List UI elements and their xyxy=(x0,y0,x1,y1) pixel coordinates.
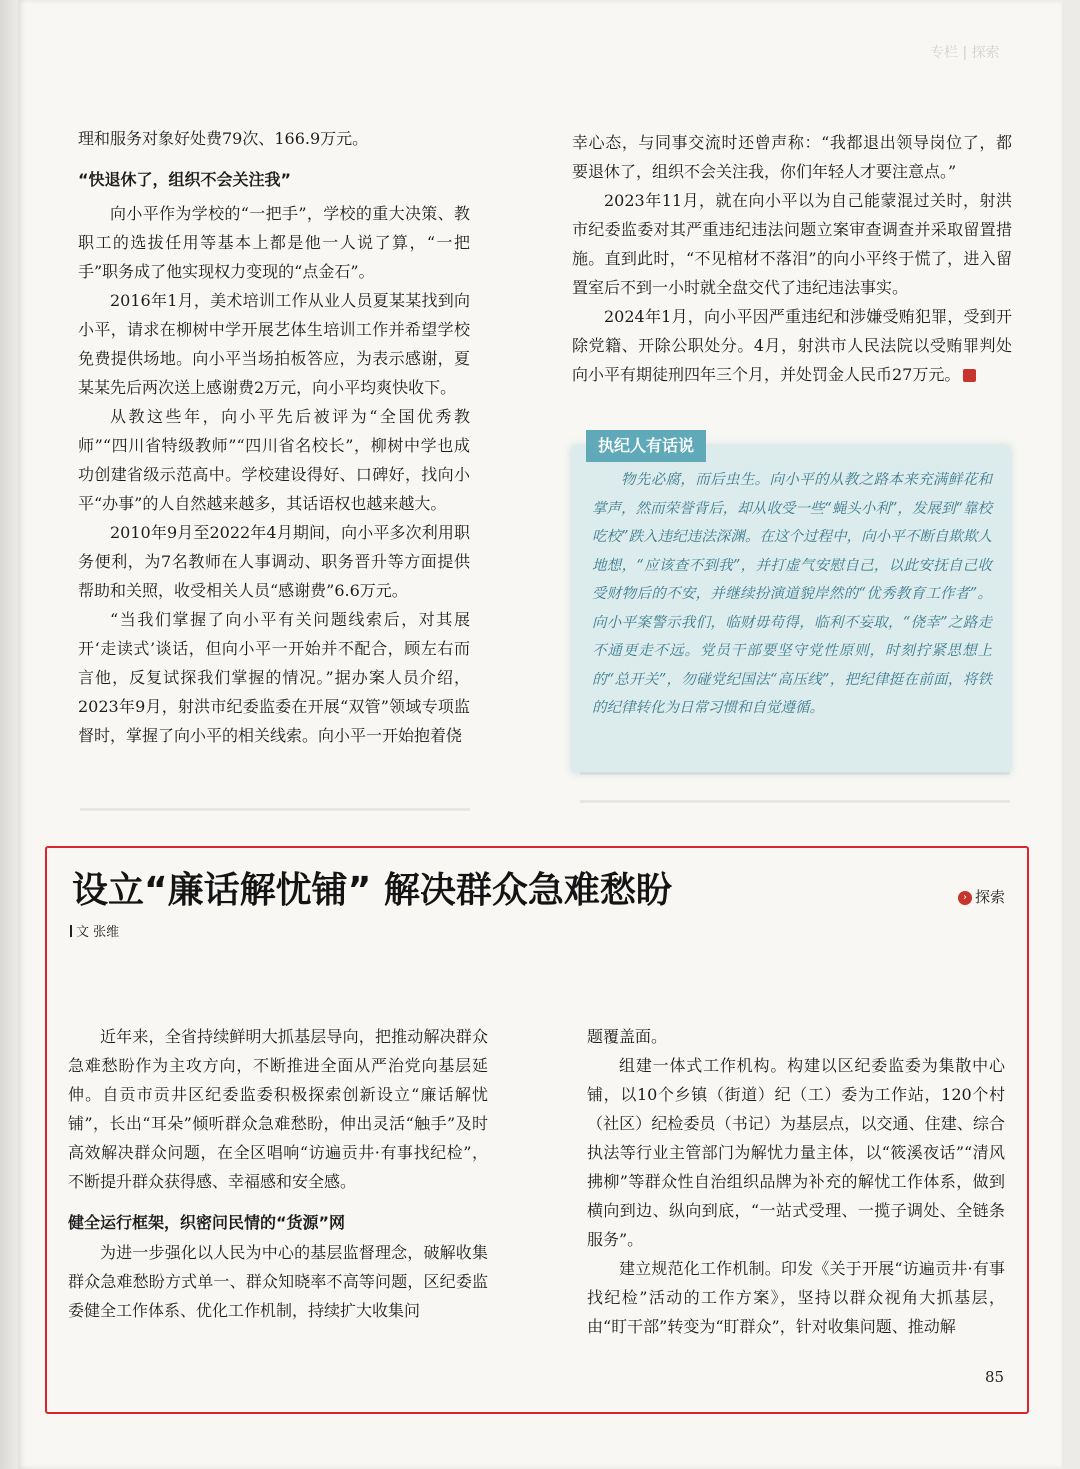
sidebar-title: 执纪人有话说 xyxy=(586,430,706,462)
paragraph: 理和服务对象好处费79次、166.9万元。 xyxy=(78,129,369,148)
category-label xyxy=(958,886,1005,907)
chevron-right-icon: › xyxy=(958,891,972,905)
upper-right-column xyxy=(572,128,1012,389)
paragraph: 建立规范化工作机制。印发《关于开展“访遍贡井·有事找纪检”活动的工作方案》，坚持以群众视角大抓基层，由“盯干部”转变为“盯群众”，针对收集问题、推动解 xyxy=(587,1259,1005,1336)
paragraph: 2016年1月，美术培训工作从业人员夏某某找到向小平，请求在柳树中学开展艺体生培训工作并希望学校免费提供场地。向小平当场拍板答应，为表示感谢，夏某某先后两次送上感谢费2万元，向小平均爽快收下。 xyxy=(78,291,470,397)
article-left-column xyxy=(68,1022,488,1325)
paragraph-text: 2024年1月，向小平因严重违纪和涉嫌受贿犯罪，受到开除党籍、开除公职处分。4月，射洪市人民法院以受贿罪判处向小平有期徒刑四年三个月，并处罚金人民币27万元。 xyxy=(572,307,1012,384)
bleed-through-line xyxy=(580,800,1010,803)
section-heading: “快退休了，组织不会关注我” xyxy=(78,170,292,189)
page-number: 85 xyxy=(985,1368,1005,1386)
paragraph: 近年来，全省持续鲜明大抓基层导向，把推动解决群众急难愁盼作为主攻方向，不断推进全面从严治党向基层延伸。自贡市贡井区纪委监委积极探索创新设立“廉话解忧铺”，长出“耳朵”倾听群众急难愁盼，伸出灵活“触手”及时高效解决群众问题，在全区唱响“访遍贡井·有事找纪检”，不断提升群众获得感、幸福感和安全感。 xyxy=(68,1027,488,1191)
paragraph xyxy=(572,302,1012,389)
byline xyxy=(70,921,119,940)
paragraph: 组建一体式工作机构。构建以区纪委监委为集散中心铺，以10个乡镇（街道）纪（工）委为工作站，120个村（社区）纪检委员（书记）为基层点，以交通、住建、综合执法等行业主管部门为解忧力量主体，以“筱溪夜话”“清风拂柳”等群众性自治组织品牌为补充的解忧工作体系，做到横向到边、纵向到底，“一站式受理、一揽子调处、全链条服务”。 xyxy=(587,1056,1005,1249)
sidebar-body: 物先必腐，而后虫生。向小平的从教之路本来充满鲜花和掌声，然而荣誉背后，却从收受一些“蝇头小利”，发展到“靠校吃校”跌入违纪违法深渊。在这个过程中，向小平不断自欺欺人地想，“应该查不到我”，并打虚气安慰自己，以此安抚自己收受财物后的不安，并继续扮演道貌岸然的“优秀教育工作者”。向小平案警示我们，临财毋苟得，临利不妄取，“侥幸”之路走不通更走不远。党员干部要坚守党性原则，时刻拧紧思想上的“总开关”，勿碰党纪国法“高压线”，把纪律挺在前面，将铁的纪律转化为日常习惯和自觉遵循。 xyxy=(592,472,992,716)
paragraph: 题覆盖面。 xyxy=(587,1027,668,1046)
paragraph: 从教这些年，向小平先后被评为“全国优秀教师”“四川省特级教师”“四川省名校长”，柳树中学也成功创建省级示范高中。学校建设得好、口碑好，找向小平“办事”的人自然越来越多，其话语权也越来越大。 xyxy=(78,407,470,513)
byline-text: 文 张维 xyxy=(76,925,120,940)
page-edge-shadow xyxy=(0,0,18,1469)
paragraph: 为进一步强化以人民为中心的基层监督理念，破解收集群众急难愁盼方式单一、群众知晓率不高等问题，区纪委监委健全工作体系、优化工作机制，持续扩大收集问 xyxy=(68,1243,488,1320)
article-headline: 设立“廉话解忧铺” 解决群众急难愁盼 xyxy=(72,870,672,911)
commentary-sidebar xyxy=(572,436,1010,772)
article-right-column xyxy=(587,1022,1005,1341)
paragraph: 向小平作为学校的“一把手”，学校的重大决策、教职工的选拔任用等基本上都是他一人说了算，“一把手”职务成了他实现权力变现的“点金石”。 xyxy=(78,204,470,281)
byline-bar-icon xyxy=(70,925,72,937)
bleed-through-line xyxy=(580,772,1010,775)
end-mark-icon xyxy=(963,369,976,382)
category-text: 探索 xyxy=(975,888,1006,906)
section-heading: 健全运行框架，织密问民情的“货源”网 xyxy=(68,1213,346,1232)
paragraph: 2010年9月至2022年4月期间，向小平多次利用职务便利，为7名教师在人事调动、职务晋升等方面提供帮助和关照，收受相关人员“感谢费”6.6万元。 xyxy=(78,523,470,600)
paragraph: 2023年11月，就在向小平以为自己能蒙混过关时，射洪市纪委监委对其严重违纪违法问题立案审查调查并采取留置措施。直到此时，“不见棺材不落泪”的向小平终于慌了，进入留置室后不到一小时就全盘交代了违纪违法事实。 xyxy=(572,191,1012,297)
bleed-through-line xyxy=(80,808,470,811)
running-head: 专栏 | 探索 xyxy=(930,45,1000,61)
paragraph: “当我们掌握了向小平有关问题线索后，对其展开‘走读式’谈话，但向小平一开始并不配合，顾左右而言他，反复试探我们掌握的情况。”据办案人员介绍，2023年9月，射洪市纪委监委在开展“双管”领域专项监督时，掌握了向小平的相关线索。向小平一开始抱着侥 xyxy=(78,610,470,745)
paragraph: 幸心态，与同事交流时还曾声称：“我都退出领导岗位了，都要退休了，组织不会关注我，你们年轻人才要注意点。” xyxy=(572,133,1012,181)
upper-left-column xyxy=(78,124,470,750)
